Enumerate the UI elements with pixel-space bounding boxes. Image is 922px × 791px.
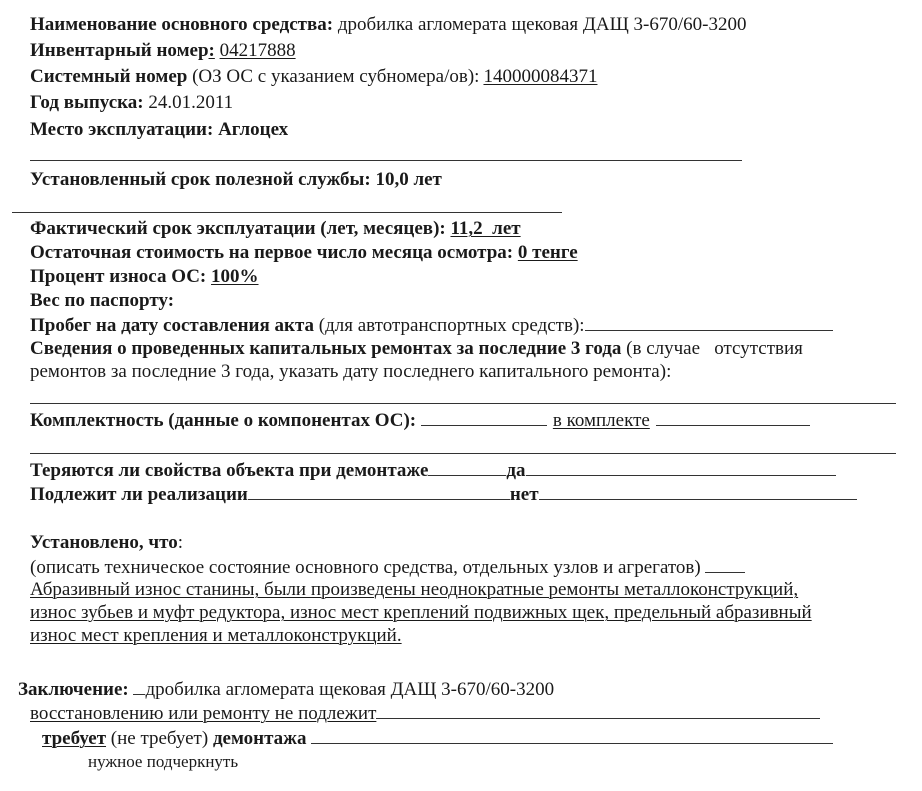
repairs-note: (в случае отсутствия — [626, 338, 803, 359]
year-label: Год выпуска: — [30, 92, 144, 113]
conclusion-repair-status: восстановлению или ремонту не подлежит — [30, 703, 377, 724]
system-number-note: (ОЗ ОС с указанием субномера/ов): — [192, 66, 480, 87]
inventory-label: Инвентарный номер — [30, 40, 209, 61]
conclusion-label: Заключение: — [18, 679, 129, 700]
asset-name-label: Наименование основного средства: — [30, 14, 334, 35]
actual-life-row — [30, 218, 521, 240]
year-row — [30, 92, 233, 114]
conclusion-blank — [133, 678, 145, 695]
system-number-row — [30, 66, 597, 88]
findings-line-1: Абразивный износ станины, были произведены неоднократные ремонты металлоконструкций, — [30, 579, 799, 600]
asset-name-value: дробилка агломерата щековая ДАЩ 3-670/60-3200 — [337, 14, 747, 35]
wear-label: Процент износа ОС: — [30, 266, 207, 287]
conclusion-value: дробилка агломерата щековая ДАЩ 3-670/60-3200 — [145, 679, 555, 700]
findings-line-3: износ мест крепления и металлоконструкций. — [30, 625, 402, 646]
dismantle-option-not-requires: (не требует) — [110, 728, 209, 749]
findings-colon: : — [177, 532, 183, 553]
wear-value: 100% — [211, 266, 259, 287]
inventory-value: 04217888 — [219, 40, 296, 61]
dismantle-option-requires: требует — [42, 728, 107, 749]
place-row: Место эксплуатации: Аглоцех — [30, 119, 289, 140]
mileage-blank — [585, 314, 833, 331]
dismantle-blank — [311, 727, 833, 744]
sale-label: Подлежит ли реализации — [30, 484, 248, 505]
sale-blank-right — [539, 483, 857, 500]
findings-label: Установлено, что — [30, 532, 178, 553]
lose-properties-blank-left — [428, 459, 506, 476]
repairs-label: Сведения о проведенных капитальных ремонтах за последние 3 года — [30, 338, 622, 359]
completeness-label: Комплектность (данные о компонентах ОС): — [30, 410, 417, 431]
year-value: 24.01.2011 — [148, 92, 234, 113]
findings-note-row — [30, 556, 745, 579]
conclusion-line-2 — [30, 702, 820, 725]
completeness-blank-left — [421, 409, 547, 426]
inventory-row — [30, 40, 296, 62]
mileage-note: (для автотранспортных средств): — [318, 315, 585, 336]
findings-note-blank — [705, 556, 745, 573]
mileage-label: Пробег на дату составления акта — [30, 315, 315, 336]
sale-value: нет — [509, 484, 539, 505]
divider-line — [12, 212, 562, 213]
lose-properties-blank-right — [526, 459, 836, 476]
findings-note: (описать техническое состояние основного средства, отдельных узлов и агрегатов) — [30, 557, 701, 578]
actual-life-label: Фактический срок эксплуатации (лет, месяцев): — [30, 218, 446, 239]
findings-heading — [30, 532, 183, 554]
weight-row: Вес по паспорту: — [30, 290, 175, 311]
residual-value: 0 тенге — [517, 242, 578, 263]
divider-line — [30, 403, 896, 404]
system-number-label: Системный номер — [30, 66, 188, 87]
completeness-row — [30, 409, 810, 432]
actual-life-value: 11,2 лет — [450, 218, 521, 239]
mileage-row — [30, 314, 833, 337]
completeness-value: в комплекте — [552, 410, 650, 431]
dismantle-row — [30, 727, 833, 750]
conclusion-line-2-blank — [376, 702, 820, 719]
inventory-colon: : — [208, 40, 215, 61]
wear-row — [30, 266, 273, 288]
repairs-note-line-2: ремонтов за последние 3 года, указать дату последнего капитального ремонта): — [30, 361, 672, 382]
completeness-blank-right — [656, 409, 810, 426]
findings-line-2: износ зубьев и муфт редуктора, износ мест креплений подвижных щек, предельный абразивный — [30, 602, 812, 623]
asset-name-row — [30, 14, 746, 36]
underline-hint: нужное подчеркнуть — [88, 752, 239, 771]
sale-blank-left — [248, 483, 510, 500]
system-number-value: 140000084371 — [483, 66, 598, 87]
lose-properties-row — [30, 459, 836, 482]
lose-properties-value: да — [506, 460, 526, 481]
repairs-row — [30, 338, 803, 360]
residual-value-label: Остаточная стоимость на первое число месяца осмотра: — [30, 242, 514, 263]
useful-life-row: Установленный срок полезной службы: 10,0 лет — [30, 169, 442, 190]
lose-properties-label: Теряются ли свойства объекта при демонтаже — [30, 460, 429, 481]
divider-line — [30, 160, 742, 161]
dismantle-word: демонтажа — [212, 728, 307, 749]
residual-value-row — [30, 242, 578, 264]
conclusion-row — [18, 678, 554, 701]
sale-row — [30, 483, 857, 506]
divider-line — [30, 453, 896, 454]
